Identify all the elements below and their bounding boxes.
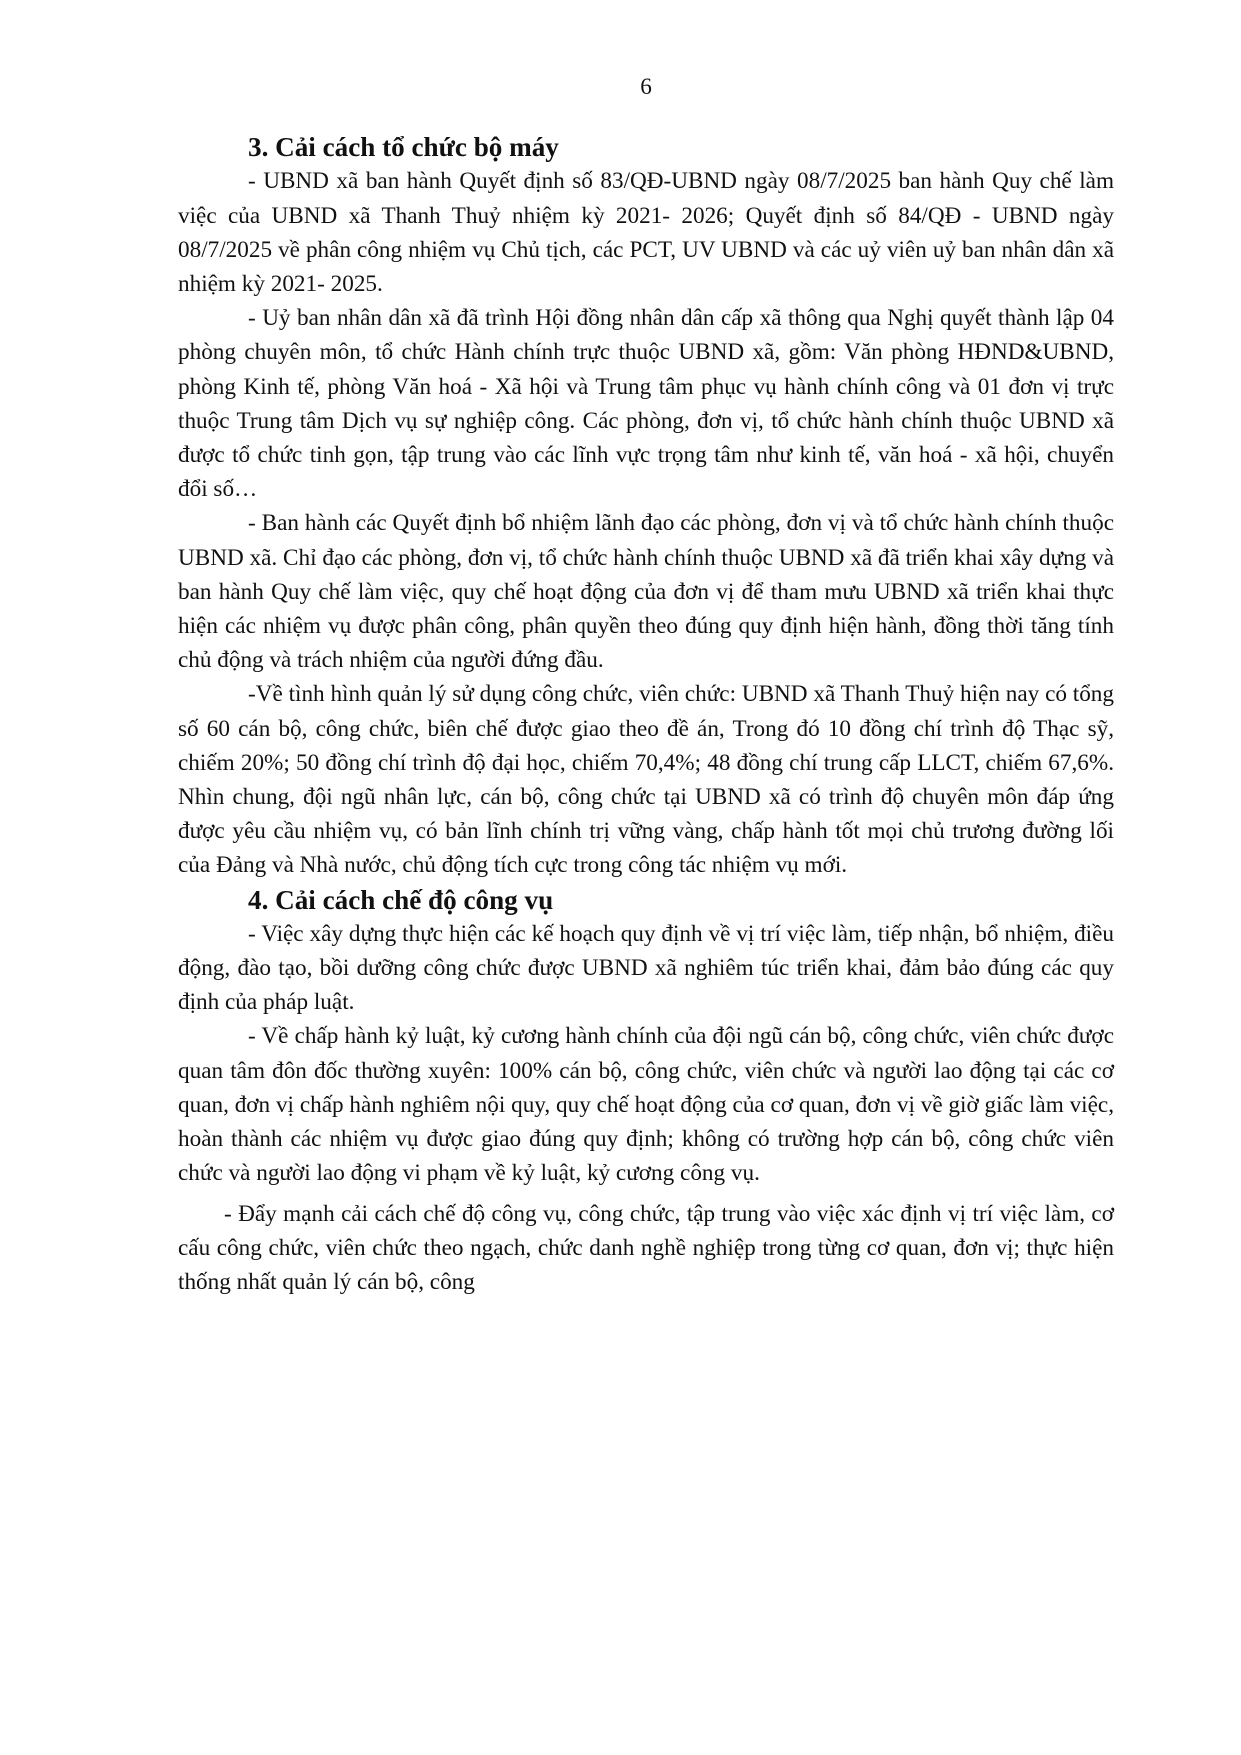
paragraph: - UBND xã ban hành Quyết định số 83/QĐ-UBND ngày 08/7/2025 ban hành Quy chế làm việc của UBND xã Thanh Thuỷ nhiệm kỳ 2021- 2026; Quyết định số 84/QĐ - UBND ngày 08/7/2025 về phân công nhiệm vụ Chủ tịch, các PCT, UV UBND và các uỷ viên uỷ ban nhân dân xã nhiệm kỳ 2021- 2025. [178,168,1114,298]
document-page [178,70,1114,1299]
paragraph: - Đẩy mạnh cải cách chế độ công vụ, công chức, tập trung vào việc xác định vị trí việc làm, cơ cấu công chức, viên chức theo ngạch, chức danh nghề nghiệp trong từng cơ quan, đơn vị; thực hiện thống nhất quản lý cán bộ, công [178,1200,1114,1295]
paragraph: -Về tình hình quản lý sử dụng công chức, viên chức: UBND xã Thanh Thuỷ hiện nay có tổng số 60 cán bộ, công chức, biên chế được giao theo đề án, Trong đó 10 đồng chí trình độ Thạc sỹ, chiếm 20%; 50 đồng chí trình độ đại học, chiếm 70,4%; 48 đồng chí trung cấp LLCT, chiếm 67,6%. Nhìn chung, đội ngũ nhân lực, cán bộ, công chức tại UBND xã có trình độ chuyên môn đáp ứng được yêu cầu nhiệm vụ, có bản lĩnh chính trị vững vàng, chấp hành tốt mọi chủ trương đường lối của Đảng và Nhà nước, chủ động tích cực trong công tác nhiệm vụ mới. [178,681,1114,879]
section-civil-service-reform [178,883,1114,1299]
section-heading: 3. Cải cách tổ chức bộ máy [248,132,559,163]
paragraph: - Việc xây dựng thực hiện các kế hoạch quy định về vị trí việc làm, tiếp nhận, bổ nhiệm, điều động, đào tạo, bồi dưỡng công chức được UBND xã nghiêm túc triển khai, đảm bảo đúng các quy định của pháp luật. [178,920,1114,1016]
paragraph: - Về chấp hành kỷ luật, kỷ cương hành chính của đội ngũ cán bộ, công chức, viên chức được quan tâm đôn đốc thường xuyên: 100% cán bộ, công chức, viên chức và người lao động tại các cơ quan, đơn vị chấp hành nghiêm nội quy, quy chế hoạt động của cơ quan, đơn vị về giờ giấc làm việc, hoàn thành các nhiệm vụ được giao đúng quy định; không có trường hợp cán bộ, công chức viên chức và người lao động vi phạm về kỷ luật, kỷ cương công vụ. [178,1023,1114,1187]
section-heading: 4. Cải cách chế độ công vụ [248,884,554,915]
paragraph: - Ban hành các Quyết định bổ nhiệm lãnh đạo các phòng, đơn vị và tổ chức hành chính thuộc UBND xã. Chỉ đạo các phòng, đơn vị, tổ chức hành chính thuộc UBND xã đã triển khai xây dựng và ban hành Quy chế làm việc, quy chế hoạt động của đơn vị để tham mưu UBND xã triển khai thực hiện các nhiệm vụ được phân công, phân quyền theo đúng quy định hiện hành, đồng thời tăng tính chủ động và trách nhiệm của người đứng đầu. [178,510,1114,674]
paragraph: - Uỷ ban nhân dân xã đã trình Hội đồng nhân dân cấp xã thông qua Nghị quyết thành lập 04 phòng chuyên môn, tổ chức Hành chính trực thuộc UBND xã, gồm: Văn phòng HĐND&UBND, phòng Kinh tế, phòng Văn hoá - Xã hội và Trung tâm phục vụ hành chính công và 01 đơn vị trực thuộc Trung tâm Dịch vụ sự nghiệp công. Các phòng, đơn vị, tổ chức hành chính thuộc UBND xã được tổ chức tinh gọn, tập trung vào các lĩnh vực trọng tâm như kinh tế, văn hoá - xã hội, chuyển đổi số… [178,305,1114,503]
page-number: 6 [640,74,652,100]
section-organizational-reform [178,130,1114,882]
